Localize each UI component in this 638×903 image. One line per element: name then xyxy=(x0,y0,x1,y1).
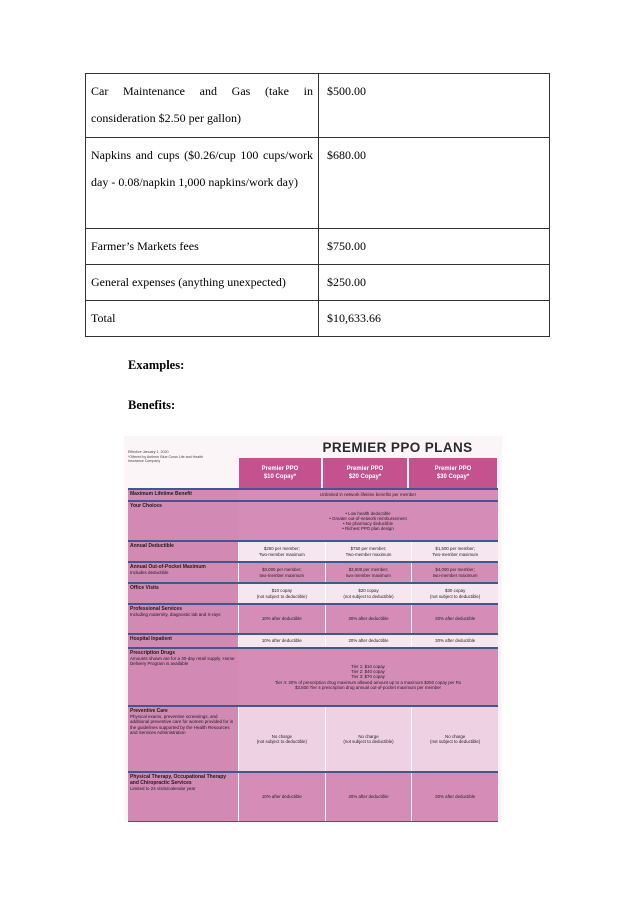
benefit-label: Preventive Care Physical exams, preventive screenings, and additional preventive care for women provided for in the guidelines supported by the Health Resources and Services Administration xyxy=(128,707,238,771)
plan-name: Premier PPO xyxy=(346,466,384,472)
benefits-heading: Benefits: xyxy=(128,398,176,412)
benefit-row xyxy=(128,488,498,500)
total-amount: $10,633.66 xyxy=(319,301,550,337)
benefit-value: 30% after deductible xyxy=(411,773,498,821)
plan-copay: $20 Copay* xyxy=(348,474,382,480)
benefit-label: Hospital Inpatient xyxy=(128,635,238,647)
plan-copay: $30 Copay* xyxy=(436,474,470,480)
benefit-row xyxy=(128,561,498,582)
expense-description: Napkins and cups ($0.26/cup 100 cups/work day - 0.08/napkin 1,000 napkins/work day) xyxy=(86,138,319,229)
ppo-benefits-grid xyxy=(128,488,498,822)
benefit-row xyxy=(128,582,498,603)
benefit-value: $750 per member; Two-member maximum xyxy=(325,542,412,561)
expense-amount: $500.00 xyxy=(319,74,550,138)
expense-amount: $250.00 xyxy=(319,265,550,301)
benefit-row xyxy=(128,540,498,561)
expense-description: Farmer’s Markets fees xyxy=(86,229,319,265)
benefit-value: 10% after deductible xyxy=(238,635,325,647)
benefit-label: Physical Therapy, Occupational Therapy and Chiropractic Services Limited to 24 visits/calendar year xyxy=(128,773,238,821)
note-line: Insurance Company xyxy=(128,459,161,463)
benefit-value: $1,500 per member; Two-member maximum xyxy=(411,542,498,561)
benefit-value: 20% after deductible xyxy=(325,635,412,647)
benefit-label: Prescription Drugs Amounts shown are for a 30-day retail supply. Home Delivery Program is available xyxy=(128,649,238,705)
benefit-value: 10% after deductible xyxy=(238,605,325,633)
benefit-value: 20% after deductible xyxy=(325,773,412,821)
expense-amount: $680.00 xyxy=(319,138,550,229)
table-row xyxy=(86,138,550,229)
benefit-value: $3,500 per member; two-member maximum xyxy=(325,563,412,582)
plan-name: Premier PPO xyxy=(434,466,472,472)
benefit-value: $3,000 per member; two-member maximum xyxy=(238,563,325,582)
benefit-value: $10 copay (not subject to deductible) xyxy=(238,584,325,603)
benefit-row xyxy=(128,633,498,647)
total-row xyxy=(86,301,550,337)
plan-column-header xyxy=(409,458,497,488)
benefit-value: 20% after deductible xyxy=(325,605,412,633)
plan-copay: $10 Copay* xyxy=(263,474,297,480)
benefit-value: Tier 1: $10 copay Tier 2: $40 copay Tier 3: $70 copay Tier 4: 30% of prescription drug maximum allowed amount up to a maximum $250 copay per Rx $3,500 Tier 4 prescription drug annual out-of-pocket maximum per member xyxy=(238,649,498,705)
plan-column-header xyxy=(239,458,321,488)
benefit-label: Maximum Lifetime Benefit xyxy=(128,490,238,500)
table-row xyxy=(86,74,550,138)
note-line: *Offered by Anthem Blue Cross Life and Health xyxy=(128,454,204,459)
ppo-title: PREMIER PPO PLANS xyxy=(322,440,473,455)
benefit-label: Office Visits xyxy=(128,584,238,603)
table-row xyxy=(86,229,550,265)
examples-heading: Examples: xyxy=(128,358,185,372)
benefit-value: $250 per member; Two-member maximum xyxy=(238,542,325,561)
expense-table xyxy=(85,73,550,337)
benefit-row xyxy=(128,705,498,771)
table-row xyxy=(86,265,550,301)
benefit-label: Annual Deductible xyxy=(128,542,238,561)
expense-description: General expenses (anything unexpected) xyxy=(86,265,319,301)
benefit-row xyxy=(128,603,498,633)
ppo-plans-flyer xyxy=(124,436,502,822)
benefit-label: Annual Out-of-Pocket Maximum Includes deductible xyxy=(128,563,238,582)
benefit-value: No charge (not subject to deductible) xyxy=(411,707,498,771)
expense-amount: $750.00 xyxy=(319,229,550,265)
total-label: Total xyxy=(86,301,319,337)
flyer-note xyxy=(128,450,238,464)
benefit-value: $4,000 per member; two-member maximum xyxy=(411,563,498,582)
benefit-row xyxy=(128,647,498,705)
benefit-value: 30% after deductible xyxy=(411,635,498,647)
plan-name: Premier PPO xyxy=(261,466,299,472)
benefit-label: Your Choices xyxy=(128,502,238,540)
benefit-value: Unlimited in network lifetime benefits per member xyxy=(238,490,498,500)
expense-description: Car Maintenance and Gas (take in consideration $2.50 per gallon) xyxy=(86,74,319,138)
plan-column-header xyxy=(323,458,407,488)
benefit-row xyxy=(128,771,498,822)
benefit-value: 30% after deductible xyxy=(411,605,498,633)
note-line: Effective January 1, 2020 xyxy=(128,450,169,454)
benefit-value: No charge (not subject to deductible) xyxy=(238,707,325,771)
benefit-value: 10% after deductible xyxy=(238,773,325,821)
benefit-value: No charge (not subject to deductible) xyxy=(325,707,412,771)
benefit-row xyxy=(128,500,498,540)
benefit-value: $20 copay (not subject to deductible) xyxy=(325,584,412,603)
benefit-value: • Low health deductible • Greater out-of-network reimbursement • No pharmacy deductible • Richest PPO plan design xyxy=(238,502,498,540)
benefit-label: Professional Services Including maternity, diagnostic lab and X-rays xyxy=(128,605,238,633)
benefit-value: $30 copay (not subject to deductible) xyxy=(411,584,498,603)
